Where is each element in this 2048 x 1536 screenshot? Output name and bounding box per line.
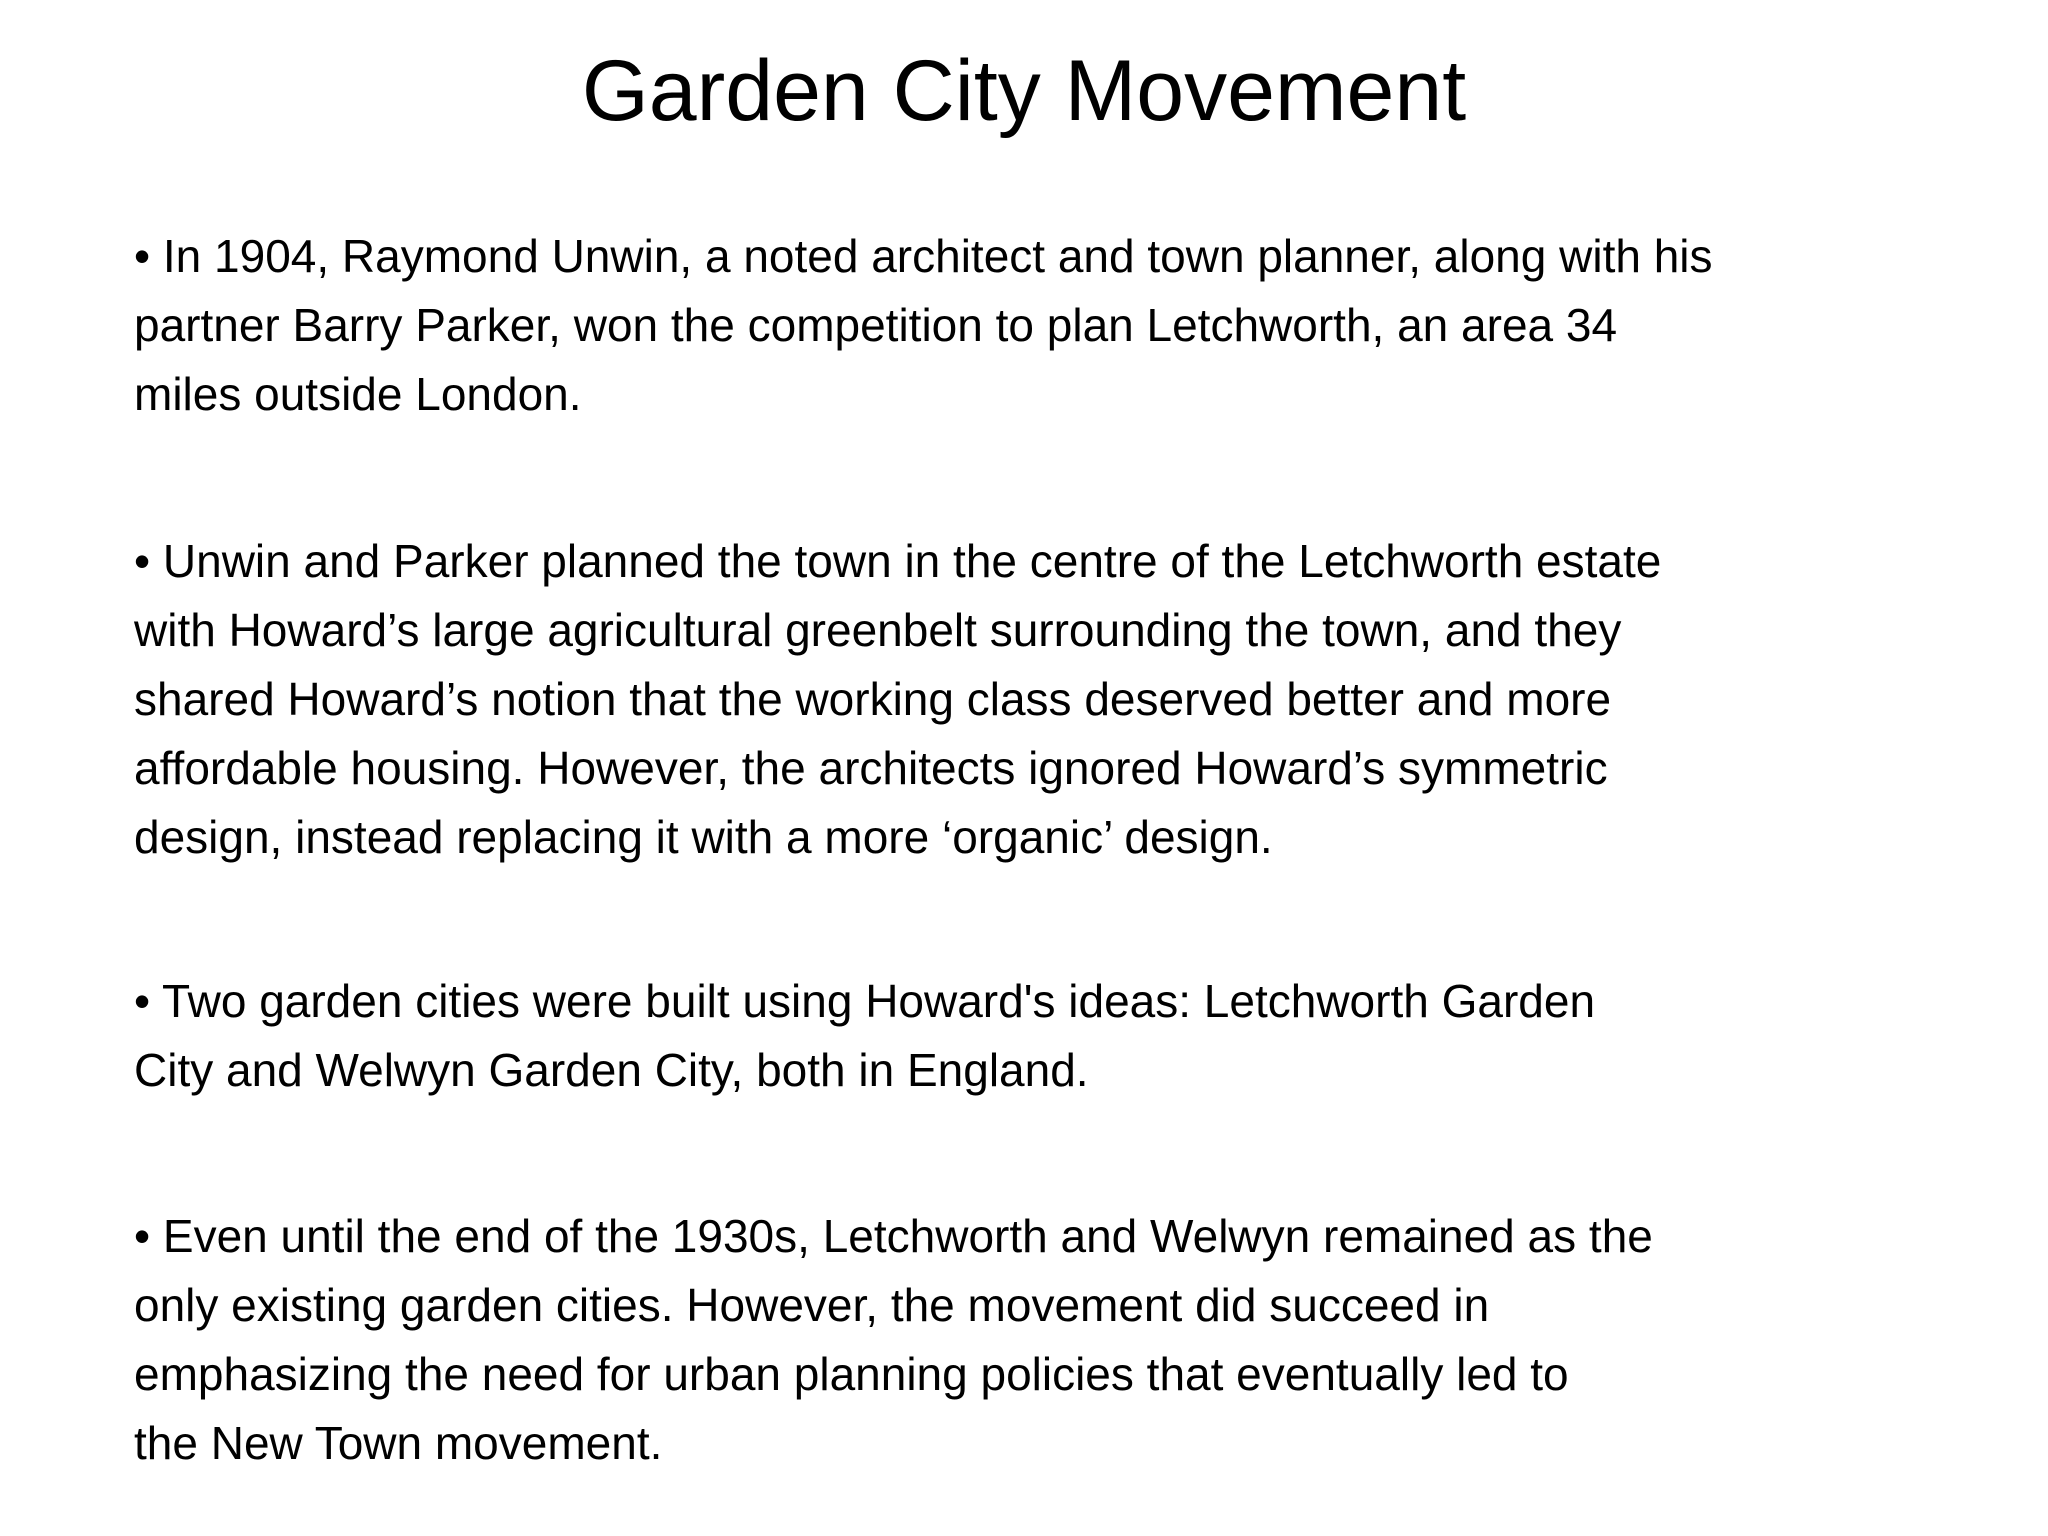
- bullet-item: [134, 1202, 1974, 1478]
- bullet-line: affordable housing. However, the architects ignored Howard’s symmetric: [134, 742, 1608, 794]
- bullet-line: the New Town movement.: [134, 1417, 663, 1469]
- bullet-marker: •: [134, 535, 151, 587]
- bullet-text: Even until the end of the 1930s, Letchworth and Welwyn remained as the: [150, 1210, 1653, 1262]
- bullet-line: [134, 1202, 1974, 1271]
- bullet-line: only existing garden cities. However, the movement did succeed in: [134, 1279, 1490, 1331]
- bullet-item: [134, 527, 1974, 872]
- bullet-line: shared Howard’s notion that the working class deserved better and more: [134, 673, 1612, 725]
- bullet-text: In 1904, Raymond Unwin, a noted architect and town planner, along with his: [150, 230, 1713, 282]
- bullet-text: Unwin and Parker planned the town in the centre of the Letchworth estate: [150, 535, 1662, 587]
- bullet-marker: •: [134, 975, 151, 1027]
- bullet-item: [134, 222, 1974, 429]
- bullet-item: [134, 967, 1974, 1105]
- bullet-marker: •: [134, 1210, 151, 1262]
- slide-title: Garden City Movement: [581, 43, 1467, 139]
- bullet-line: emphasizing the need for urban planning policies that eventually led to: [134, 1348, 1569, 1400]
- bullet-line: design, instead replacing it with a more ‘organic’ design.: [134, 811, 1273, 863]
- bullet-marker: •: [134, 230, 151, 282]
- bullet-line: City and Welwyn Garden City, both in England.: [134, 1044, 1089, 1096]
- bullet-line: miles outside London.: [134, 368, 582, 420]
- bullet-line: with Howard’s large agricultural greenbelt surrounding the town, and they: [134, 604, 1622, 656]
- bullet-line: [134, 967, 1974, 1036]
- bullet-line: [134, 222, 1974, 291]
- bullet-line: [134, 527, 1974, 596]
- bullet-text: Two garden cities were built using Howard's ideas: Letchworth Garden: [150, 975, 1596, 1027]
- bullet-line: partner Barry Parker, won the competition to plan Letchworth, an area 34: [134, 299, 1618, 351]
